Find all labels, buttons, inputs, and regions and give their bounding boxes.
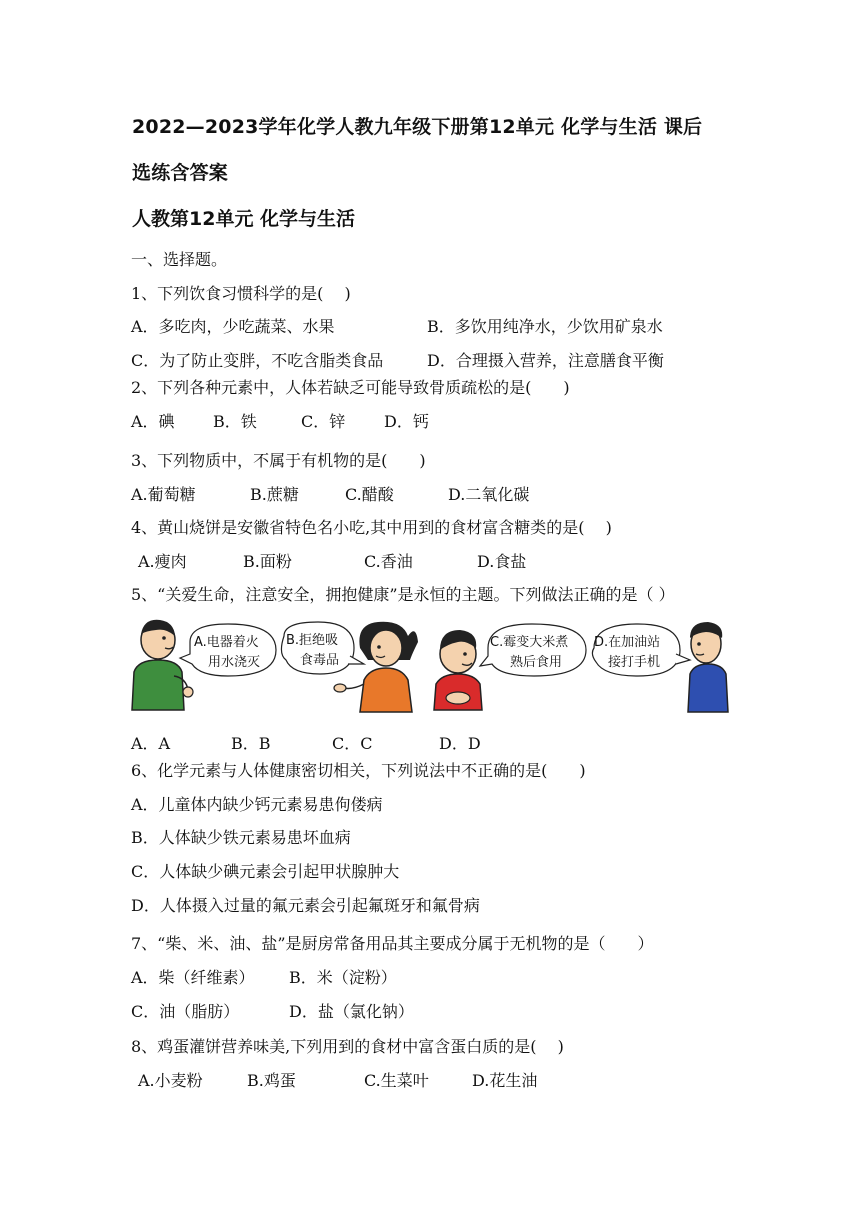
question-1-option-b: B．多饮用纯净水，少饮用矿泉水: [427, 317, 663, 336]
question-2-option-d: D．钙: [384, 412, 429, 431]
question-7-option-c: C．油（脂肪）: [131, 1002, 240, 1021]
question-6-option-b: B．人体缺少铁元素易患坏血病: [131, 828, 351, 847]
question-4-option-d: D.食盐: [477, 552, 527, 571]
person-d-figure: [688, 622, 728, 712]
question-5-option-c: C．C: [332, 734, 373, 753]
question-3-option-b: B.蔗糖: [250, 485, 299, 504]
document-title: 2022—2023学年化学人教九年级下册第12单元 化学与生活 课后: [132, 116, 703, 138]
question-3-stem: 3、下列物质中，不属于有机物的是( ): [131, 451, 426, 470]
document-title-continued: 选练含答案: [132, 162, 229, 184]
question-6-option-d: D．人体摄入过量的氟元素会引起氟斑牙和氟骨病: [131, 896, 480, 915]
question-5-option-d: D．D: [439, 734, 481, 753]
question-3-option-d: D.二氧化碳: [448, 485, 530, 504]
question-6-stem: 6、化学元素与人体健康密切相关，下列说法中不正确的是( ): [131, 761, 586, 780]
bubble-a-line-1: A.电器着火: [194, 635, 259, 650]
speech-bubble-d: [592, 624, 690, 676]
question-8-option-c: C.生菜叶: [364, 1071, 429, 1090]
question-7-option-a: A．柴（纤维素）: [131, 968, 255, 987]
speech-bubble-a: [180, 624, 276, 676]
speech-bubble-b: [281, 622, 364, 674]
question-3-option-a: A.葡萄糖: [131, 485, 196, 504]
question-8-option-b: B.鸡蛋: [247, 1071, 296, 1090]
question-4-option-a: A.瘦肉: [138, 552, 187, 571]
unit-subtitle: 人教第12单元 化学与生活: [132, 208, 356, 230]
bubble-c-line-1: C.霉变大米煮: [490, 635, 569, 650]
bubble-d-line-2: 接打手机: [608, 655, 661, 670]
question-6-option-c: C．人体缺少碘元素会引起甲状腺肿大: [131, 862, 400, 881]
question-8-option-a: A.小麦粉: [138, 1071, 203, 1090]
bubble-a-line-2: 用水浇灭: [208, 655, 261, 670]
question-2-option-a: A．碘: [131, 412, 175, 431]
question-3-option-c: C.醋酸: [345, 485, 394, 504]
person-a-figure: [132, 620, 193, 710]
question-7-stem: 7、“柴、米、油、盐”是厨房常备用品其主要成分属于无机物的是（ ）: [131, 934, 654, 953]
bubble-d-line-1: D.在加油站: [594, 635, 661, 650]
question-2-option-b: B．铁: [213, 412, 257, 431]
question-5-stem: 5、“关爱生命，注意安全，拥抱健康”是永恒的主题。下列做法正确的是（ ）: [131, 585, 675, 604]
question-8-option-d: D.花生油: [472, 1071, 538, 1090]
bubble-b-line-1: B.拒绝吸: [286, 633, 339, 648]
question-4-option-b: B.面粉: [243, 552, 292, 571]
bubble-b-line-2: 食毒品: [300, 653, 340, 668]
question-2-option-c: C．锌: [301, 412, 346, 431]
question-6-option-a: A．儿童体内缺少钙元素易患佝偻病: [131, 795, 383, 814]
question-8-stem: 8、鸡蛋灌饼营养味美,下列用到的食材中富含蛋白质的是( ): [131, 1037, 564, 1056]
person-c-figure: [434, 630, 482, 710]
question-5-option-a: A．A: [131, 734, 171, 753]
question-2-stem: 2、下列各种元素中，人体若缺乏可能导致骨质疏松的是( ): [131, 378, 570, 397]
question-1-option-c: C．为了防止变胖，不吃含脂类食品: [131, 351, 384, 370]
bubble-c-line-2: 熟后食用: [510, 655, 563, 670]
speech-bubble-c: [480, 624, 586, 676]
question-1-option-a: A．多吃肉，少吃蔬菜、水果: [131, 317, 335, 336]
section-heading: 一、选择题。: [131, 250, 228, 269]
question-7-option-d: D．盐（氯化钠）: [289, 1002, 414, 1021]
question-7-option-b: B．米（淀粉）: [289, 968, 397, 987]
question-4-option-c: C.香油: [364, 552, 413, 571]
question-5-option-b: B．B: [231, 734, 271, 753]
question-4-stem: 4、黄山烧饼是安徽省特色名小吃,其中用到的食材富含糖类的是( ): [131, 518, 612, 537]
question-1-stem: 1、下列饮食习惯科学的是( ): [131, 284, 351, 303]
question-1-option-d: D．合理摄入营养，注意膳食平衡: [427, 351, 664, 370]
safety-illustration: [128, 614, 732, 718]
